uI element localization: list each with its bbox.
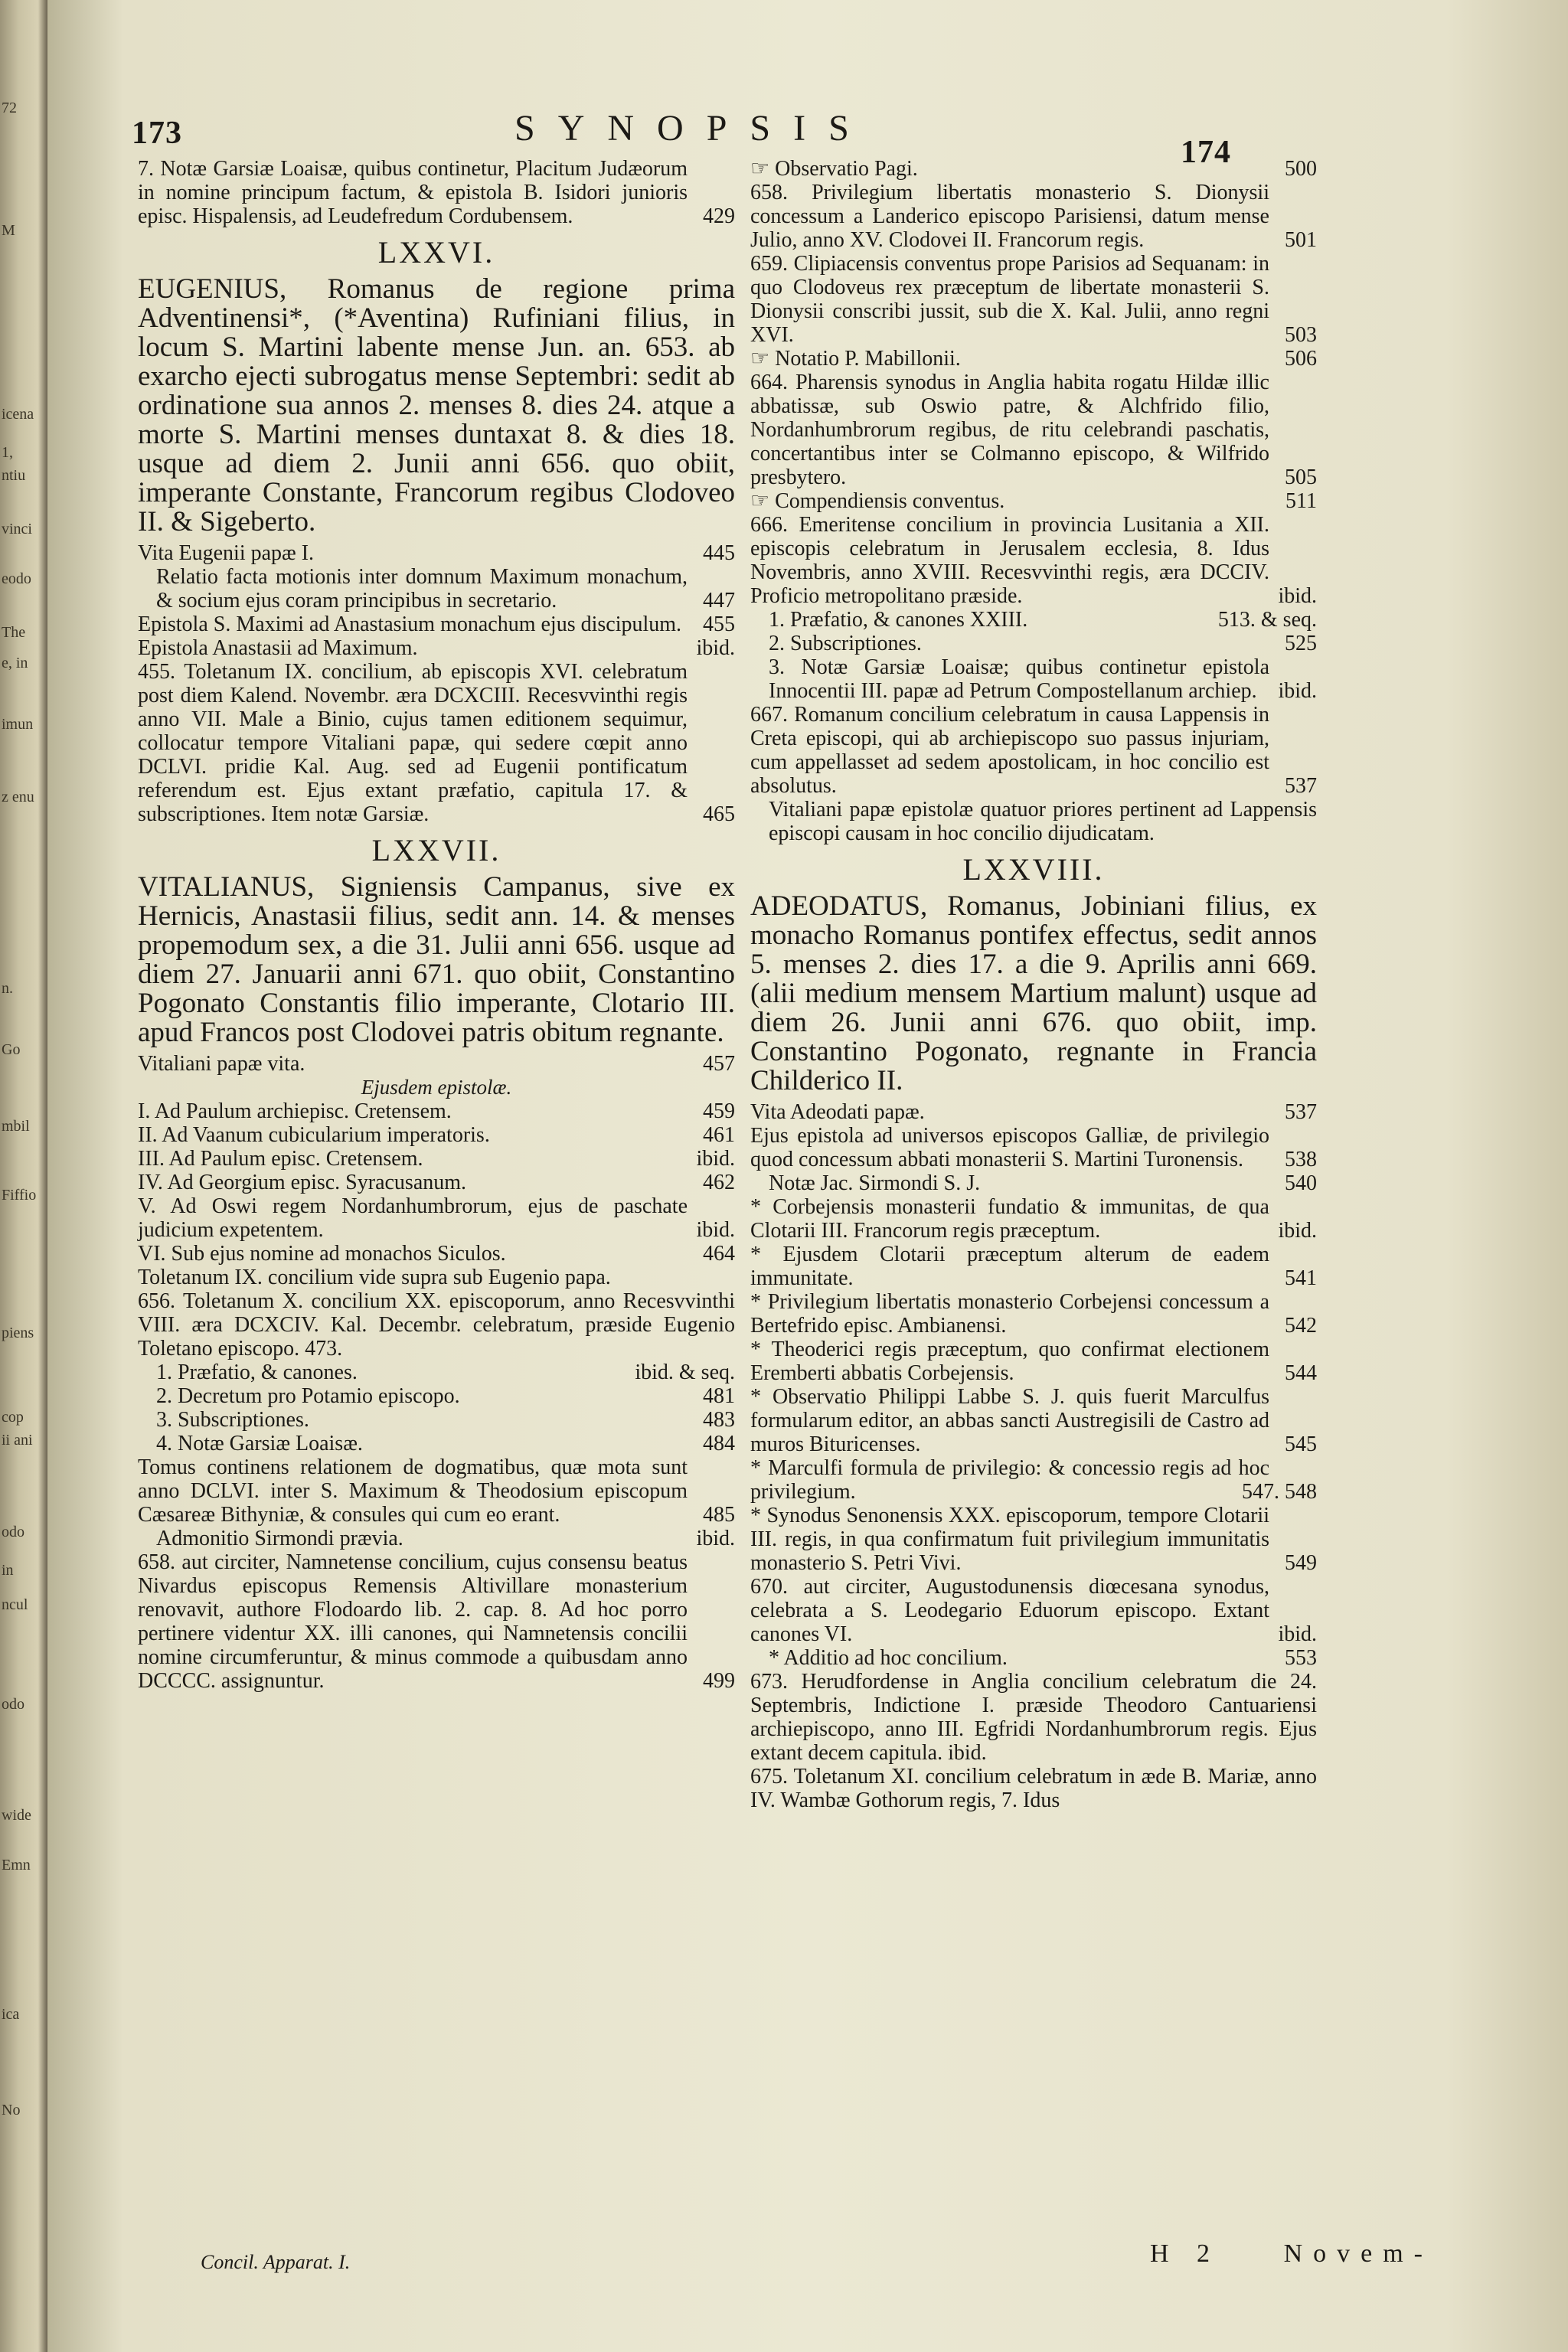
book-page bbox=[47, 0, 1568, 2352]
entry-page-ref: 457 bbox=[703, 1052, 735, 1076]
entry-page-ref: 484 bbox=[703, 1432, 735, 1455]
facing-page-fragment: vinci bbox=[2, 521, 32, 537]
index-entry bbox=[156, 1408, 735, 1432]
entry-text: ☞ Compendiensis conventus. bbox=[750, 489, 1005, 513]
index-entry bbox=[750, 347, 1317, 371]
entry-page-ref: 464 bbox=[703, 1242, 735, 1266]
entry-text: Relatio facta motionis inter domnum Maximum monachum, & socium ejus coram principibus in secretario. bbox=[156, 565, 688, 612]
entry-text: * Corbejensis monasterii fundatio & immunitas, de qua Clotarii III. Francorum regis præceptum. bbox=[750, 1195, 1269, 1243]
pope-summary: ADEODATUS, Romanus, Jobiniani filius, ex monacho Romanus pontifex effectus, sedit annos 5. menses 2. dies 17. a die 9. Aprilis anni 669. (alii medium mensem Martium malunt) usque ad diem 26. Junii anni 676. quo obiit, imp. Constantino Pogonato, regnante in Francia Childerico II. bbox=[750, 890, 1317, 1096]
entry-text: 675. Toletanum XI. concilium celebratum in æde B. Mariæ, anno IV. Wambæ Gothorum regis, 7. Idus bbox=[750, 1765, 1317, 1812]
index-entry bbox=[769, 632, 1317, 655]
entry-text: II. Ad Vaanum cubicularium imperatoris. bbox=[138, 1123, 490, 1147]
signature-mark bbox=[1150, 2239, 1433, 2269]
entry-text: 2. Decretum pro Potamio episcopo. bbox=[156, 1384, 460, 1408]
section-heading: LXXVII. bbox=[371, 833, 501, 867]
index-entry bbox=[138, 1266, 735, 1289]
entry-text: 3. Notæ Garsiæ Loaisæ; quibus continetur epistola Innocentii III. papæ ad Petrum Compostellanum archiep. bbox=[769, 655, 1269, 703]
entry-page-ref: ibid. bbox=[1278, 679, 1317, 703]
running-title: SYNOPSIS bbox=[514, 108, 872, 149]
index-entry bbox=[750, 1195, 1317, 1243]
facing-page-fragment: ica bbox=[2, 2006, 20, 2023]
entry-page-ref: ibid. bbox=[1278, 584, 1317, 608]
entry-text: * Marculfi formula de privilegio: & concessio regis ad hoc privilegium. bbox=[750, 1456, 1269, 1504]
entry-text: 659. Clipiacensis conventus prope Parisios ad Sequanam: in quo Clodoveus rex præceptum de libertate monasterii S. Dionysii conscribi jussit, sub die X. Kal. Julii, anno regni XVI. bbox=[750, 252, 1269, 347]
facing-page-fragment: icena bbox=[2, 406, 34, 423]
entry-text: 673. Herudfordense in Anglia concilium celebratum die 24. Septembris, Indictione I. præside Theodoro Cantuariensi archiepiscopo, anno III. Egfridi Nordanhumbrorum regis. Ejus extant decem capitula. ibid. bbox=[750, 1670, 1317, 1765]
index-entry bbox=[750, 703, 1317, 798]
entry-text: * Ejusdem Clotarii præceptum alterum de eadem immunitate. bbox=[750, 1243, 1269, 1290]
entry-text: ☞ Notatio P. Mabillonii. bbox=[750, 347, 961, 371]
facing-page-fragment: M bbox=[2, 222, 15, 239]
index-entry bbox=[138, 1171, 735, 1194]
catchword: Novem- bbox=[1283, 2239, 1433, 2268]
entry-text: III. Ad Paulum episc. Cretensem. bbox=[138, 1147, 423, 1171]
entry-page-ref: 445 bbox=[703, 541, 735, 565]
index-entry bbox=[138, 660, 735, 826]
index-entry bbox=[750, 1124, 1317, 1171]
index-entry bbox=[138, 157, 735, 228]
pope-summary: EUGENIUS, Romanus de regione prima Adventinensi*, (*Aventina) Rufiniani filius, in locum S. Martini labente mense Jun. an. 653. ab exarcho ejecti subrogatus mense Septembri: sedit ab ordinatione sua annos 2. menses 8. dies 24. atque a morte S. Martini menses duntaxat 8. & dies 18. usque ad diem 2. Junii anni 656. quo obiit, imperante Constante, Francorum regibus Clodoveo II. & Sigeberto. bbox=[138, 273, 735, 537]
facing-page-fragment: Fiffio bbox=[2, 1187, 37, 1204]
index-entry bbox=[769, 1171, 1317, 1195]
entry-text: Epistola S. Maximi ad Anastasium monachum ejus discipulum. bbox=[138, 612, 682, 636]
entry-page-ref: 538 bbox=[1285, 1148, 1317, 1171]
entry-page-ref: 545 bbox=[1285, 1432, 1317, 1456]
index-entry bbox=[750, 1338, 1317, 1385]
index-entry bbox=[750, 371, 1317, 489]
entry-page-ref: 513. & seq. bbox=[1217, 608, 1317, 632]
index-entry bbox=[750, 181, 1317, 252]
entry-text: Vita Eugenii papæ I. bbox=[138, 541, 315, 565]
entry-page-ref: 465 bbox=[703, 802, 735, 826]
entry-text: IV. Ad Georgium episc. Syracusanum. bbox=[138, 1171, 467, 1194]
index-entry bbox=[156, 1361, 735, 1384]
index-entry bbox=[750, 1290, 1317, 1338]
right-column bbox=[750, 157, 1317, 1812]
facing-page-fragment: No bbox=[2, 2102, 21, 2118]
pope-summary: VITALIANUS, Signiensis Campanus, sive ex Hernicis, Anastasii filius, sedit ann. 14. & menses propemodum sex, a die 31. Julii anni 656. usque ad diem 27. Januarii anni 671. quo obiit, Constantino Pogonato Constantis filio imperante, Clotario III. apud Francos post Clodovei patris obitum regnante. bbox=[138, 871, 735, 1048]
section-heading: LXXVI. bbox=[377, 235, 495, 270]
entry-page-ref: 540 bbox=[1285, 1171, 1317, 1195]
entry-page-ref: 481 bbox=[703, 1384, 735, 1408]
entry-page-ref: ibid. bbox=[696, 636, 735, 660]
facing-page-fragment: The bbox=[2, 624, 26, 641]
index-entry bbox=[750, 1575, 1317, 1646]
entry-text: 1. Præfatio, & canones. bbox=[156, 1361, 358, 1384]
entry-page-ref: 455 bbox=[703, 612, 735, 636]
entry-text: 658. Privilegium libertatis monasterio S. Dionysii concessum a Landerico episcopo Parisiensi, datum mense Julio, anno XV. Clodovei II. Francorum regis. bbox=[750, 181, 1269, 252]
facing-page-fragment: z enu bbox=[2, 789, 34, 805]
facing-page-fragment: odo bbox=[2, 1696, 24, 1713]
entry-text: Ejus epistola ad universos episcopos Galliæ, de privilegio quod concessum abbati monasterii S. Martini Turonensis. bbox=[750, 1124, 1269, 1171]
entry-page-ref: 537 bbox=[1285, 1100, 1317, 1124]
index-entry bbox=[750, 1243, 1317, 1290]
entry-page-ref: ibid. bbox=[1278, 1622, 1317, 1646]
index-entry bbox=[156, 1432, 735, 1455]
entry-page-ref: 511 bbox=[1285, 489, 1317, 513]
entry-text: V. Ad Oswi regem Nordanhumbrorum, ejus de paschate judicium expetentem. bbox=[138, 1194, 688, 1242]
facing-page-fragment: ntiu bbox=[2, 467, 26, 484]
entry-text: Toletanum IX. concilium vide supra sub Eugenio papa. bbox=[138, 1266, 611, 1289]
gathering-signature: H 2 bbox=[1150, 2239, 1221, 2268]
index-entry bbox=[138, 612, 735, 636]
facing-page-fragment: mbil bbox=[2, 1118, 30, 1135]
index-entry bbox=[750, 513, 1317, 608]
page-number-left: 173 bbox=[132, 116, 182, 151]
entry-text: 455. Toletanum IX. concilium, ab episcopis XVI. celebratum post diem Kalend. Novembr. æra DCXCIII. Recesvvinthi regis anno VII. Male a Binio, cujus tamen editionem sequimur, collocatur tempore Vitaliani papæ, qui sedere cœpit anno DCLVI. pridie Kal. Aug. sed ad Eugenii pontificatum referendum est. Ejus extant præfatio, capitula 17. & subscriptiones. Item notæ Garsiæ. bbox=[138, 660, 688, 826]
entry-text: 658. aut circiter, Namnetense concilium, cujus consensu beatus Nivardus episcopus Remensis Altivillare monasterium renovavit, authore Flodoardo lib. 2. cap. 8. Ad hoc porro pertinere videntur XX. illi canones, qui Namnetensis concilii nomine circumferuntur, & minus commode a quibusdam anno DCCCC. assignuntur. bbox=[138, 1550, 688, 1693]
facing-page-fragment: 72 bbox=[2, 100, 17, 116]
index-entry bbox=[138, 1550, 735, 1693]
index-entry bbox=[750, 1100, 1317, 1124]
entry-text: * Additio ad hoc concilium. bbox=[769, 1646, 1008, 1670]
entry-page-ref: 549 bbox=[1285, 1551, 1317, 1575]
entry-text: Vitaliani papæ epistolæ quatuor priores pertinent ad Lappensis episcopi causam in hoc concilio dijudicatam. bbox=[769, 798, 1317, 845]
facing-page-fragment: ii ani bbox=[2, 1432, 33, 1449]
entry-page-ref: ibid. bbox=[1278, 1219, 1317, 1243]
entry-page-ref: ibid. & seq. bbox=[635, 1361, 735, 1384]
index-entry bbox=[138, 1052, 735, 1076]
entry-text: 666. Emeritense concilium in provincia Lusitania a XII. episcopis celebratum in Jerusalem ecclesia, 8. Idus Novembris, anno XVIII. Recesvvinthi regis, æra DCCIV. Proficio metropolitano præside. bbox=[750, 513, 1269, 608]
entry-page-ref: ibid. bbox=[696, 1147, 735, 1171]
entry-text: Admonitio Sirmondi prævia. bbox=[156, 1527, 403, 1550]
entry-text: 2. Subscriptiones. bbox=[769, 632, 922, 655]
index-entry bbox=[138, 541, 735, 565]
entry-page-ref: 447 bbox=[703, 589, 735, 612]
entry-text: ☞ Observatio Pagi. bbox=[750, 157, 918, 181]
index-entry bbox=[769, 798, 1317, 845]
entry-text: Tomus continens relationem de dogmatibus, quæ mota sunt anno DCLVI. inter S. Maximum & Theodosium episcopum Cæsareæ Bithyniæ, & consules qui cum eo erant. bbox=[138, 1455, 688, 1527]
entry-text: 656. Toletanum X. concilium XX. episcoporum, anno Recesvvinthi VIII. æra DCXCIV. Kal. Decembr. celebratum, præside Eugenio Toletano episcopo. 473. bbox=[138, 1289, 735, 1361]
entry-page-ref: 505 bbox=[1285, 466, 1317, 489]
facing-page-fragment: n. bbox=[2, 980, 13, 997]
entry-page-ref: 542 bbox=[1285, 1314, 1317, 1338]
index-entry bbox=[156, 1527, 735, 1550]
left-column bbox=[138, 157, 735, 1693]
entry-text: * Observatio Philippi Labbe S. J. quis fuerit Marculfus formularum editor, an abbas sancti Austregisili de Castro ad muros Bituricenses. bbox=[750, 1385, 1269, 1456]
entry-text: Vita Adeodati papæ. bbox=[750, 1100, 925, 1124]
entry-page-ref: 459 bbox=[703, 1099, 735, 1123]
index-entry bbox=[769, 608, 1317, 632]
index-entry bbox=[138, 1242, 735, 1266]
index-entry bbox=[138, 1289, 735, 1361]
facing-page-fragment: ncul bbox=[2, 1596, 28, 1613]
entry-page-ref: 547. 548 bbox=[1242, 1480, 1317, 1504]
index-entry bbox=[138, 1123, 735, 1147]
index-entry bbox=[138, 636, 735, 660]
entry-text: * Synodus Senonensis XXX. episcoporum, tempore Clotarii III. regis, in qua confirmatum fuit privilegium immunitatis monasterio S. Petri Vivi. bbox=[750, 1504, 1269, 1575]
entry-page-ref: 544 bbox=[1285, 1361, 1317, 1385]
italic-subheading: Ejusdem epistolæ. bbox=[361, 1076, 512, 1099]
index-entry bbox=[138, 1099, 735, 1123]
index-entry bbox=[138, 1194, 735, 1242]
entry-page-ref: ibid. bbox=[696, 1527, 735, 1550]
entry-page-ref: 461 bbox=[703, 1123, 735, 1147]
facing-page-edge bbox=[0, 0, 47, 2352]
entry-page-ref: 525 bbox=[1285, 632, 1317, 655]
entry-text: 667. Romanum concilium celebratum in causa Lappensis in Creta episcopi, qui ab archiepiscopo suo passus injuriam, cum appellasset ad sedem apostolicam, in hoc concilio est absolutus. bbox=[750, 703, 1269, 798]
facing-page-fragment: Emn bbox=[2, 1857, 31, 1873]
facing-page-fragment: piens bbox=[2, 1325, 34, 1341]
index-entry bbox=[750, 157, 1317, 181]
index-entry bbox=[138, 1147, 735, 1171]
entry-page-ref: 462 bbox=[703, 1171, 735, 1194]
index-entry bbox=[769, 655, 1317, 703]
index-entry bbox=[138, 1455, 735, 1527]
entry-text: Notæ Jac. Sirmondi S. J. bbox=[769, 1171, 981, 1195]
entry-page-ref: 501 bbox=[1285, 228, 1317, 252]
index-entry bbox=[156, 565, 735, 612]
entry-page-ref: ibid. bbox=[696, 1218, 735, 1242]
entry-text: Vitaliani papæ vita. bbox=[138, 1052, 305, 1076]
entry-text: Epistola Anastasii ad Maximum. bbox=[138, 636, 418, 660]
entry-text: 670. aut circiter, Augustodunensis diœcesana synodus, celebrata a S. Leodegario Eduorum episcopo. Extant canones VI. bbox=[750, 1575, 1269, 1646]
page-number-right: 174 bbox=[1181, 135, 1231, 170]
footer-note: Concil. Apparat. I. bbox=[201, 2251, 351, 2273]
entry-page-ref: 483 bbox=[703, 1408, 735, 1432]
index-entry bbox=[750, 1456, 1317, 1504]
facing-page-fragment: Go bbox=[2, 1041, 21, 1058]
facing-page-fragment: wide bbox=[2, 1807, 31, 1824]
entry-text: 7. Notæ Garsiæ Loaisæ, quibus continetur, Placitum Judæorum in nomine principum factum, & epistola B. Isidori junioris episc. Hispalensis, ad Leudefredum Cordubensem. bbox=[138, 157, 688, 228]
entry-page-ref: 506 bbox=[1285, 347, 1317, 371]
facing-page-fragment: in bbox=[2, 1562, 14, 1579]
facing-page-fragment: odo bbox=[2, 1524, 24, 1540]
index-entry bbox=[750, 1385, 1317, 1456]
entry-text: I. Ad Paulum archiepisc. Cretensem. bbox=[138, 1099, 452, 1123]
facing-page-fragment: cop bbox=[2, 1409, 24, 1426]
facing-page-fragment: e, in bbox=[2, 655, 28, 671]
index-entry bbox=[750, 252, 1317, 347]
entry-text: * Theoderici regis præceptum, quo confirmat electionem Eremberti abbatis Corbejensis. bbox=[750, 1338, 1269, 1385]
entry-page-ref: 500 bbox=[1285, 157, 1317, 181]
entry-page-ref: 499 bbox=[703, 1669, 735, 1693]
entry-text: 664. Pharensis synodus in Anglia habita rogatu Hildæ illic abbatissæ, sub Oswio patre, & Alchfrido filio, Nordanhumbrorum regibus, de ritu celebrandi paschatis, concertantibus inter se Colmanno episcopo, & Wilfrido presbytero. bbox=[750, 371, 1269, 489]
facing-page-fragment: 1, bbox=[2, 444, 13, 461]
entry-page-ref: 429 bbox=[703, 204, 735, 228]
entry-text: 3. Subscriptiones. bbox=[156, 1408, 309, 1432]
index-entry bbox=[750, 1504, 1317, 1575]
entry-text: * Privilegium libertatis monasterio Corbejensi concessum a Bertefrido episc. Ambianensi. bbox=[750, 1290, 1269, 1338]
section-heading: LXXVIII. bbox=[962, 852, 1105, 887]
entry-page-ref: 485 bbox=[703, 1503, 735, 1527]
index-entry bbox=[156, 1384, 735, 1408]
entry-text: 4. Notæ Garsiæ Loaisæ. bbox=[156, 1432, 363, 1455]
index-entry bbox=[750, 1765, 1317, 1812]
facing-page-fragment: imun bbox=[2, 716, 34, 733]
entry-page-ref: 503 bbox=[1285, 323, 1317, 347]
entry-text: 1. Præfatio, & canones XXIII. bbox=[769, 608, 1028, 632]
index-entry bbox=[750, 1670, 1317, 1765]
index-entry bbox=[769, 1646, 1317, 1670]
facing-page-fragment: eodo bbox=[2, 570, 31, 587]
entry-page-ref: 541 bbox=[1285, 1266, 1317, 1290]
entry-text: VI. Sub ejus nomine ad monachos Siculos. bbox=[138, 1242, 506, 1266]
index-entry bbox=[750, 489, 1317, 513]
entry-page-ref: 553 bbox=[1285, 1646, 1317, 1670]
entry-page-ref: 537 bbox=[1285, 774, 1317, 798]
